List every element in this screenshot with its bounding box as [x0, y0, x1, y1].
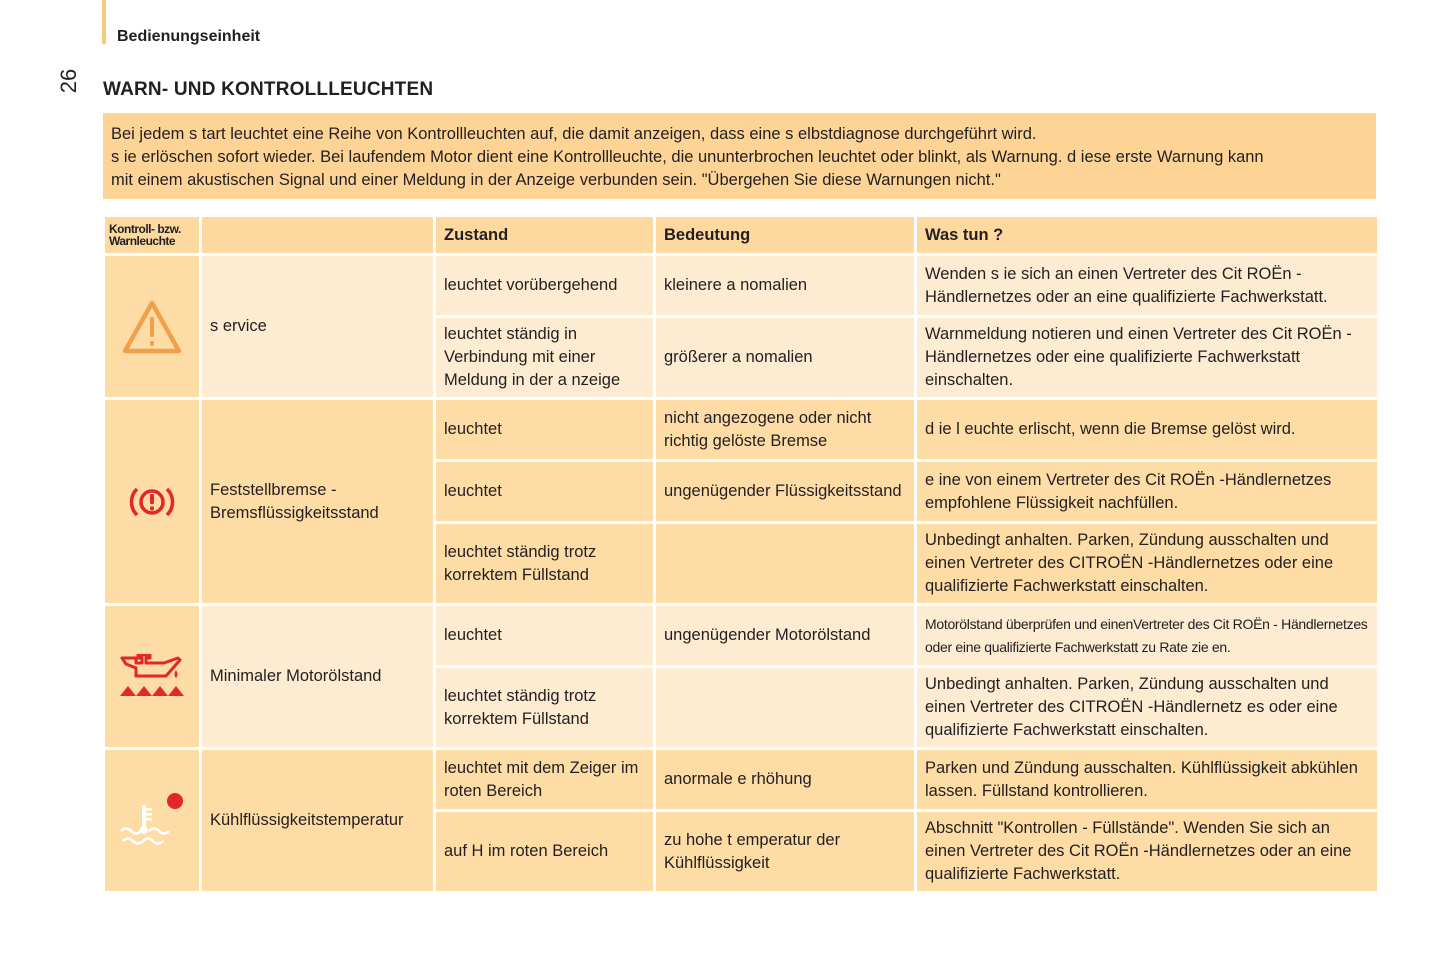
page-number: 26 [56, 68, 81, 94]
header-name-column [201, 216, 435, 255]
accent-bar [102, 0, 106, 44]
icon-cell-service [104, 255, 201, 399]
state-cell: leuchtet [435, 461, 655, 523]
meaning-cell: nicht angezogene oder nicht richtig gelöste Bremse [655, 399, 916, 461]
state-cell: auf H im roten Bereich [435, 811, 655, 893]
coolant-temperature-icon [117, 791, 187, 851]
intro-box [103, 113, 1376, 199]
table-row [104, 399, 1379, 461]
icon-cell-oil [104, 605, 201, 749]
table-row [104, 749, 1379, 811]
page-title: WARN- UND KONTROLLLEUCHTEN [103, 79, 434, 100]
warning-lights-table [102, 214, 1380, 894]
action-cell: Wenden s ie sich an einen Vertreter des Cit ROËn - Händlernetzes oder an eine qualifizierte Fachwerkstatt. [916, 255, 1379, 317]
icon-cell-coolant [104, 749, 201, 893]
meaning-cell [655, 523, 916, 605]
meaning-cell: kleinere a nomalien [655, 255, 916, 317]
parking-brake-icon [129, 484, 175, 520]
table-row [104, 255, 1379, 317]
state-cell: leuchtet ständig trotz korrektem Füllstand [435, 667, 655, 749]
icon-cell-brake [104, 399, 201, 605]
intro-line: s ie erlöschen sofort wieder. Bei laufendem Motor dient eine Kontrollleuchte, die ununterbrochen leuchtet oder blinkt, als Warnung. d iese erste Warnung kann [111, 148, 1264, 166]
state-cell: leuchtet vorübergehend [435, 255, 655, 317]
meaning-cell: größerer a nomalien [655, 317, 916, 399]
state-cell: leuchtet [435, 399, 655, 461]
table-header-row [104, 216, 1379, 255]
action-cell: e ine von einem Vertreter des Cit ROËn -Händlernetzes empfohlene Flüssigkeit nachfüllen. [916, 461, 1379, 523]
header-action-column: Was tun ? [916, 216, 1379, 255]
state-cell: leuchtet [435, 605, 655, 667]
action-cell: d ie l euchte erlischt, wenn die Bremse gelöst wird. [916, 399, 1379, 461]
light-name: Kühlflüssigkeitstemperatur [201, 749, 435, 893]
action-cell: Abschnitt "Kontrollen - Füllstände". Wenden Sie sich an einen Vertreter des Cit ROËn -Händlernetzes oder an eine qualifizierte Fachwerkstatt. [916, 811, 1379, 893]
header-icon-column: Kontroll- bzw. Warnleuchte [104, 216, 201, 255]
header-state-column: Zustand [435, 216, 655, 255]
light-name: s ervice [201, 255, 435, 399]
action-cell: Unbedingt anhalten. Parken, Zündung ausschalten und einen Vertreter des CITROËN -Händlernetz es oder eine qualifizierte Fachwerkstatt einschalten. [916, 667, 1379, 749]
action-cell: Parken und Zündung ausschalten. Kühlflüssigkeit abkühlen lassen. Füllstand kontrollieren. [916, 749, 1379, 811]
meaning-cell: anormale e rhöhung [655, 749, 916, 811]
light-name: Feststellbremse - Bremsflüssigkeitsstand [201, 399, 435, 605]
intro-line: mit einem akustischen Signal und einer Meldung in der Anzeige verbunden sein. "Übergehen Sie diese Warnungen nicht." [111, 171, 1001, 189]
section-label: Bedienungseinheit [117, 28, 261, 45]
intro-line: Bei jedem s tart leuchtet eine Reihe von Kontrollleuchten auf, die damit anzeigen, dass eine s elbstdiagnose durchgeführt wird. [111, 125, 1037, 143]
meaning-cell: zu hohe t emperatur der Kühlflüssigkeit [655, 811, 916, 893]
action-cell: Motorölstand überprüfen und einenVertreter des Cit ROËn - Händlernetzes oder eine qualifizierte Fachwerkstatt zu Rate zie en. [916, 605, 1379, 667]
state-cell: leuchtet ständig trotz korrektem Füllstand [435, 523, 655, 605]
header-meaning-column: Bedeutung [655, 216, 916, 255]
state-cell: leuchtet ständig in Verbindung mit einer Meldung in der a nzeige [435, 317, 655, 399]
action-cell: Unbedingt anhalten. Parken, Zündung ausschalten und einen Vertreter des CITROËN -Händlernetzes oder eine qualifizierte Fachwerkstatt einschalten. [916, 523, 1379, 605]
meaning-cell: ungenügender Flüssigkeitsstand [655, 461, 916, 523]
meaning-cell: ungenügender Motorölstand [655, 605, 916, 667]
warning-triangle-icon [121, 299, 183, 355]
oil-can-icon [118, 654, 186, 700]
state-cell: leuchtet mit dem Zeiger im roten Bereich [435, 749, 655, 811]
table-row [104, 605, 1379, 667]
light-name: Minimaler Motorölstand [201, 605, 435, 749]
meaning-cell [655, 667, 916, 749]
action-cell: Warnmeldung notieren und einen Vertreter des Cit ROËn -Händlernetzes oder eine qualifizierte Fachwerkstatt einschalten. [916, 317, 1379, 399]
